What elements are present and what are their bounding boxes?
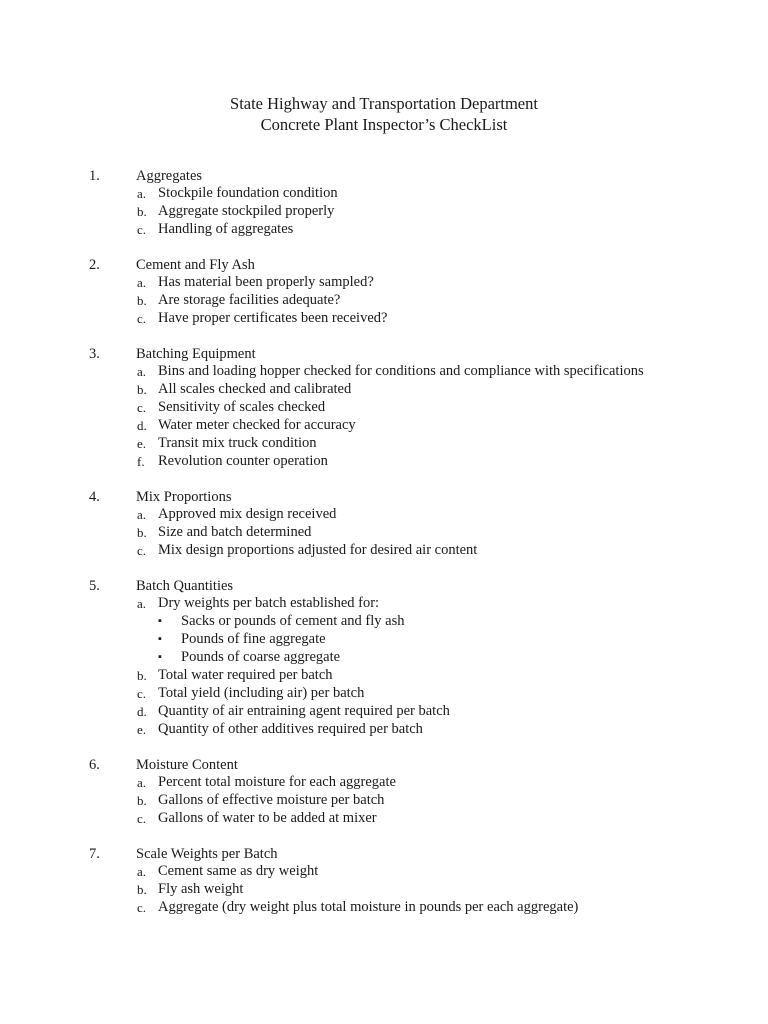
section-title-text: Aggregates: [136, 168, 203, 184]
list-item: [0, 792, 768, 810]
section-number: 4.: [89, 489, 100, 506]
checklist-section: [0, 577, 768, 738]
item-text: Sensitivity of scales checked: [158, 399, 326, 416]
item-text: Quantity of air entraining agent required per batch: [158, 702, 450, 719]
item-text: Handling of aggregates: [158, 220, 294, 237]
section-number: 1.: [89, 168, 100, 184]
list-item: [0, 274, 768, 292]
section-title: [0, 577, 768, 595]
item-text: Water meter checked for accuracy: [158, 417, 356, 434]
list-item: [0, 363, 768, 381]
item-text: Cement same as dry weight: [158, 863, 319, 880]
item-letter: a.: [137, 507, 147, 523]
item-text: Are storage facilities adequate?: [158, 292, 341, 309]
list-item: [0, 381, 768, 399]
item-text: Has material been properly sampled?: [158, 274, 374, 291]
section-number: 7.: [89, 846, 100, 863]
item-text: Aggregate stockpiled properly: [158, 202, 335, 219]
list-item: [0, 703, 768, 721]
item-text: Percent total moisture for each aggregate: [158, 773, 396, 790]
item-text: Total yield (including air) per batch: [158, 684, 365, 701]
item-text: Stockpile foundation condition: [158, 185, 338, 201]
sub-list-item: [0, 631, 768, 649]
item-letter: f.: [137, 453, 145, 469]
item-letter: d.: [137, 418, 147, 434]
list-item: [0, 721, 768, 739]
list-item: [0, 203, 768, 221]
item-text: Gallons of effective moisture per batch: [158, 791, 385, 808]
item-text: Gallons of water to be added at mixer: [158, 809, 377, 826]
section-title: [0, 488, 768, 506]
section-title: [0, 756, 768, 774]
section-title-text: Batch Quantities: [136, 578, 234, 595]
item-letter: b.: [137, 525, 147, 541]
section-title-text: Moisture Content: [136, 756, 238, 773]
checklist: [0, 167, 768, 934]
item-text: Fly ash weight: [158, 881, 244, 898]
item-letter: e.: [137, 435, 147, 451]
item-text: Transit mix truck condition: [158, 434, 317, 451]
list-item: [0, 435, 768, 453]
square-bullet-icon: ▪: [158, 615, 162, 628]
section-title-text: Scale Weights per Batch: [136, 846, 278, 863]
section-title-text: Mix Proportions: [136, 489, 232, 506]
list-item: [0, 667, 768, 685]
section-number: 5.: [89, 578, 100, 595]
item-letter: b.: [137, 792, 147, 808]
sub-item-text: Pounds of coarse aggregate: [181, 649, 341, 666]
checklist-section: [0, 845, 768, 917]
item-text: Total water required per batch: [158, 666, 333, 683]
item-text: Size and batch determined: [158, 524, 312, 541]
item-letter: b.: [137, 667, 147, 683]
list-item: [0, 595, 768, 613]
item-letter: b.: [137, 293, 147, 309]
item-text: Dry weights per batch established for:: [158, 595, 380, 612]
item-letter: c.: [137, 899, 147, 915]
item-letter: c.: [137, 400, 147, 416]
section-title-text: Cement and Fly Ash: [136, 257, 255, 274]
list-item: [0, 417, 768, 435]
section-title-text: Batching Equipment: [136, 346, 256, 363]
sub-item-text: Sacks or pounds of cement and fly ash: [181, 613, 405, 630]
item-text: Approved mix design received: [158, 506, 337, 523]
list-item: [0, 399, 768, 417]
list-item: [0, 292, 768, 310]
item-text: Quantity of other additives required per batch: [158, 720, 423, 737]
list-item: [0, 310, 768, 328]
section-number: 2.: [89, 257, 100, 274]
list-item: [0, 542, 768, 560]
checklist-section: [0, 167, 768, 239]
item-text: Mix design proportions adjusted for desired air content: [158, 541, 478, 558]
document-header: [0, 93, 768, 135]
section-number: 3.: [89, 346, 100, 363]
item-letter: a.: [137, 275, 147, 291]
item-letter: c.: [137, 685, 147, 701]
item-letter: b.: [137, 203, 147, 219]
section-number: 6.: [89, 756, 100, 773]
item-letter: a.: [137, 864, 147, 880]
list-item: [0, 221, 768, 239]
item-letter: c.: [137, 310, 147, 326]
item-letter: c.: [137, 810, 147, 826]
item-letter: e.: [137, 721, 147, 737]
checklist-section: [0, 345, 768, 470]
list-item: [0, 774, 768, 792]
item-text: All scales checked and calibrated: [158, 381, 352, 398]
item-letter: a.: [137, 364, 147, 380]
section-title: [0, 167, 768, 185]
section-title: [0, 345, 768, 363]
checklist-section: [0, 756, 768, 828]
section-title: [0, 845, 768, 863]
square-bullet-icon: ▪: [158, 651, 162, 664]
list-item: [0, 810, 768, 828]
item-letter: d.: [137, 703, 147, 719]
list-item: [0, 899, 768, 917]
item-text: Revolution counter operation: [158, 452, 328, 469]
sub-list-item: [0, 613, 768, 631]
item-letter: a.: [137, 774, 147, 790]
department-title: State Highway and Transportation Department: [230, 94, 538, 113]
list-item: [0, 524, 768, 542]
item-letter: a.: [137, 596, 147, 612]
item-letter: b.: [137, 382, 147, 398]
item-letter: c.: [137, 542, 147, 558]
sub-list-item: [0, 649, 768, 667]
checklist-section: [0, 256, 768, 328]
item-text: Have proper certificates been received?: [158, 309, 388, 326]
sub-item-text: Pounds of fine aggregate: [181, 631, 326, 648]
item-text: Bins and loading hopper checked for conditions and compliance with specifications: [158, 363, 644, 380]
item-letter: c.: [137, 221, 147, 237]
list-item: [0, 685, 768, 703]
list-item: [0, 506, 768, 524]
item-letter: b.: [137, 882, 147, 898]
list-item: [0, 881, 768, 899]
checklist-title: Concrete Plant Inspector’s CheckList: [260, 115, 508, 134]
square-bullet-icon: ▪: [158, 633, 162, 646]
list-item: [0, 863, 768, 881]
section-title: [0, 256, 768, 274]
item-letter: a.: [137, 186, 147, 201]
item-text: Aggregate (dry weight plus total moisture in pounds per each aggregate): [158, 898, 579, 915]
list-item: [0, 185, 768, 203]
list-item: [0, 453, 768, 471]
checklist-section: [0, 488, 768, 560]
